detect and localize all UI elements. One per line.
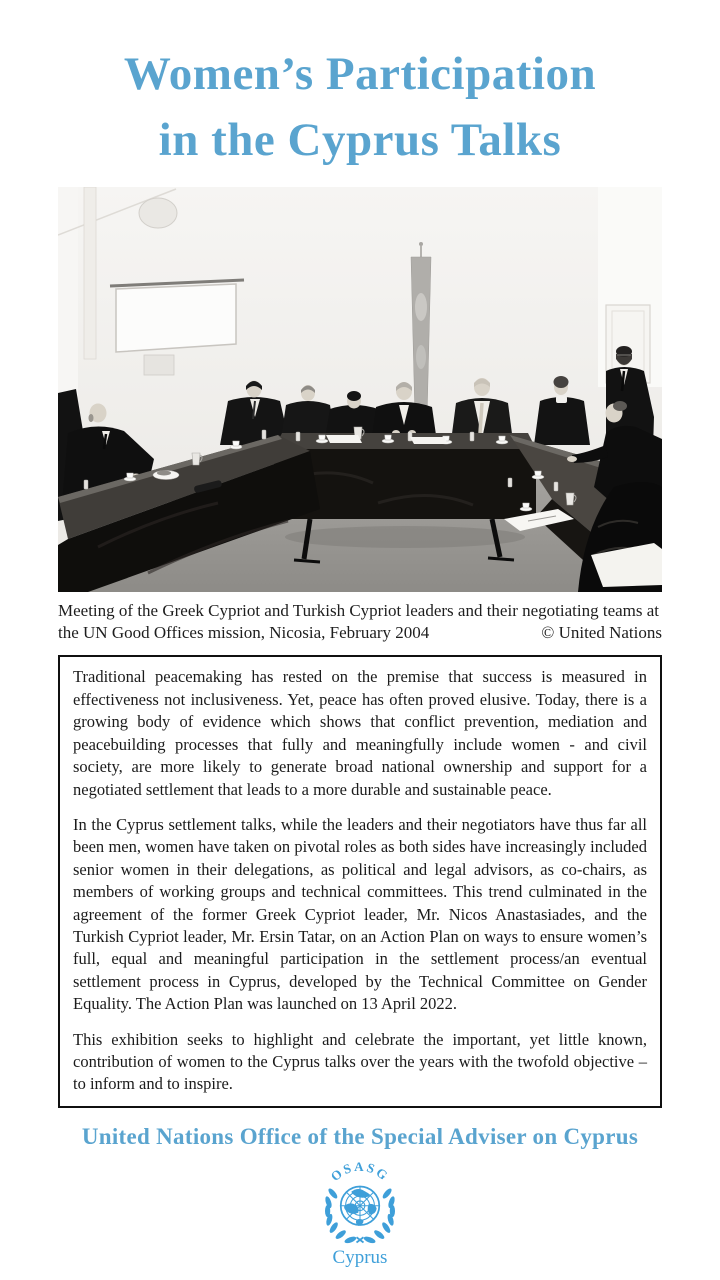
page-title [58,42,662,174]
un-emblem-icon [318,1155,402,1246]
photo-credit: © United Nations [541,623,662,643]
logo-top-text: OSASG [327,1158,393,1184]
intro-box [58,655,662,1107]
meeting-photo-figure [58,187,662,645]
photo-caption [58,600,662,645]
title-line-2: in the Cyprus Talks [158,113,562,166]
caption-line-2: the UN Good Offices mission, Nicosia, February 2004 [58,623,430,643]
title-line-1: Women’s Participation [123,48,597,100]
intro-paragraph-3: This exhibition seeks to highlight and celebrate the important, yet little known, contribution of women to the Cyprus talks over the years with the twofold objective – to inform and to inspire. [73,1029,647,1094]
logo-country-label: Cyprus [332,1246,388,1268]
meeting-photo [58,187,662,592]
intro-paragraph-2: In the Cyprus settlement talks, while the leaders and their negotiators have thus far all been men, women have taken on pivotal roles as both sides have increasingly included senior women in their delegations, as political and legal advisors, as co-chairs, as members of working groups and technical committees. This trend culminated in the agreement of the former Greek Cypriot leader, Mr. Nicos Anastasiades, and the Turkish Cypriot leader, Mr. Ersin Tatar, on an Action Plan on ways to ensure women’s full, equal and meaningful participation in the settlement process/an eventual settlement process in Cyprus, developed by the Technical Committee on Gender Equality. The Action Plan was launched on 13 April 2022. [73,814,647,1014]
footer-org-name: United Nations Office of the Special Adviser on Cyprus [81,1123,639,1149]
osasg-logo [58,1155,662,1269]
meeting-photo-illustration [58,187,662,592]
svg-text:OSASG [328,1159,393,1184]
caption-line-1: Meeting of the Greek Cypriot and Turkish Cypriot leaders and their negotiating teams at [58,600,660,620]
intro-paragraph-1: Traditional peacemaking has rested on the premise that success is measured in effectiveness not inclusiveness. Yet, peace has often proved elusive. Today, there is a growing body of evidence which shows that conflict prevention, mediation and peacebuilding processes that fully and meaningfully include women - and civil society, are more likely to generate broad national ownership and support for a negotiated settlement that leads to a more durable and sustainable peace. [73,667,647,799]
